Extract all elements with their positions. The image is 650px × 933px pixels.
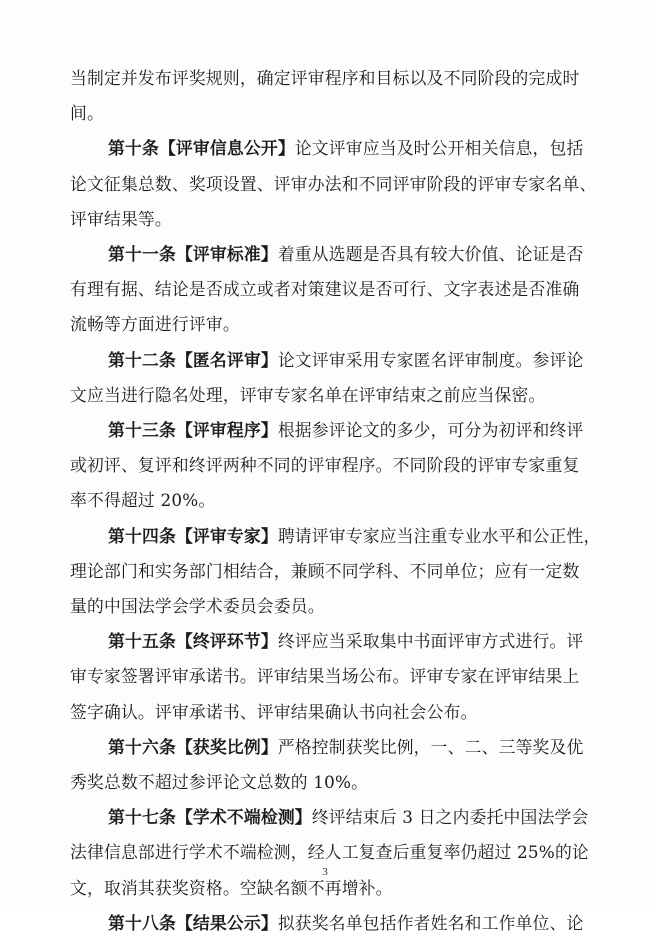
text-line: 当制定并发布评奖规则，确定评审程序和目标以及不同阶段的完成时 <box>70 68 580 88</box>
article-12-first-line <box>108 350 584 370</box>
article-text: 拟获奖名单包括作者姓名和工作单位、论 <box>277 912 584 933</box>
text-line: 有理有据、结论是否成立或者对策建议是否可行、文字表述是否准确 <box>70 279 580 300</box>
article-number: 第十四条 <box>108 525 176 546</box>
article-17-first-line <box>108 807 588 827</box>
text-line: 流畅等方面进行评审。 <box>70 314 240 335</box>
article-number: 第十一条 <box>108 244 176 264</box>
article-number: 第十六条 <box>108 736 176 757</box>
text-line: 文，取消其获奖资格。空缺名额不再增补。 <box>70 877 393 898</box>
article-text: 终评应当采取集中书面评审方式进行。评 <box>277 631 584 652</box>
text-line: 间。 <box>70 103 104 124</box>
article-13-first-line <box>108 420 584 440</box>
text-line: 理论部门和实务部门相结合，兼顾不同学科、不同单位；应有一定数 <box>70 560 580 581</box>
article-15-first-line <box>108 631 584 651</box>
article-text: 根据参评论文的多少，可分为初评和终评 <box>277 420 584 440</box>
article-number: 第十二条 <box>108 349 176 370</box>
article-text: 严格控制获奖比例，一、二、三等奖及优 <box>277 736 584 757</box>
article-text: 终评结束后 3 日之内委托中国法学会 <box>311 807 589 828</box>
article-heading: 【评审程序】 <box>175 420 278 440</box>
article-text: 论文评审应当及时公开相关信息，包括 <box>294 138 584 159</box>
text-line: 法律信息部进行学术不端检测，经人工复查后重复率仍超过 25%的论 <box>70 842 589 863</box>
text-line: 签字确认。评审承诺书、评审结果确认书向社会公布。 <box>70 701 478 722</box>
article-heading: 【评审标准】 <box>175 244 278 264</box>
article-10-first-line <box>108 138 584 158</box>
article-number: 第十五条 <box>108 631 176 652</box>
article-heading: 【获奖比例】 <box>175 736 278 757</box>
article-text: 聘请评审专家应当注重专业水平和公正性， <box>277 525 601 546</box>
page-number: 3 <box>322 866 328 878</box>
article-number: 第十条 <box>108 138 159 159</box>
article-11-first-line <box>108 244 584 264</box>
article-text: 论文评审采用专家匿名评审制度。参评论 <box>277 349 584 370</box>
text-line: 率不得超过 20%。 <box>70 490 216 511</box>
article-text: 着重从选题是否具有较大价值、论证是否 <box>277 244 584 264</box>
text-line: 秀奖总数不超过参评论文总数的 10%。 <box>70 772 369 792</box>
article-14-first-line <box>108 526 600 546</box>
article-18-first-line <box>108 913 584 933</box>
article-heading: 【评审信息公开】 <box>158 138 295 159</box>
article-heading: 【评审专家】 <box>175 525 278 546</box>
article-number: 第十八条 <box>108 912 176 933</box>
text-line: 审专家签署评审承诺书。评审结果当场公布。评审专家在评审结果上 <box>70 666 580 687</box>
article-heading: 【终评环节】 <box>175 631 278 652</box>
text-line: 论文征集总数、奖项设置、评审办法和不同评审阶段的评审专家名单、 <box>70 173 597 194</box>
article-16-first-line <box>108 737 584 757</box>
article-heading: 【匿名评审】 <box>175 349 278 370</box>
article-number: 第十三条 <box>108 420 176 440</box>
text-line: 量的中国法学会学术委员会委员。 <box>70 596 325 616</box>
text-line: 评审结果等。 <box>70 208 172 229</box>
text-line: 或初评、复评和终评两种不同的评审程序。不同阶段的评审专家重复 <box>70 455 580 476</box>
article-heading: 【结果公示】 <box>175 912 278 933</box>
article-number: 第十七条 <box>108 807 176 828</box>
text-line: 文应当进行隐名处理，评审专家名单在评审结束之前应当保密。 <box>70 384 546 405</box>
article-heading: 【学术不端检测】 <box>175 807 312 828</box>
